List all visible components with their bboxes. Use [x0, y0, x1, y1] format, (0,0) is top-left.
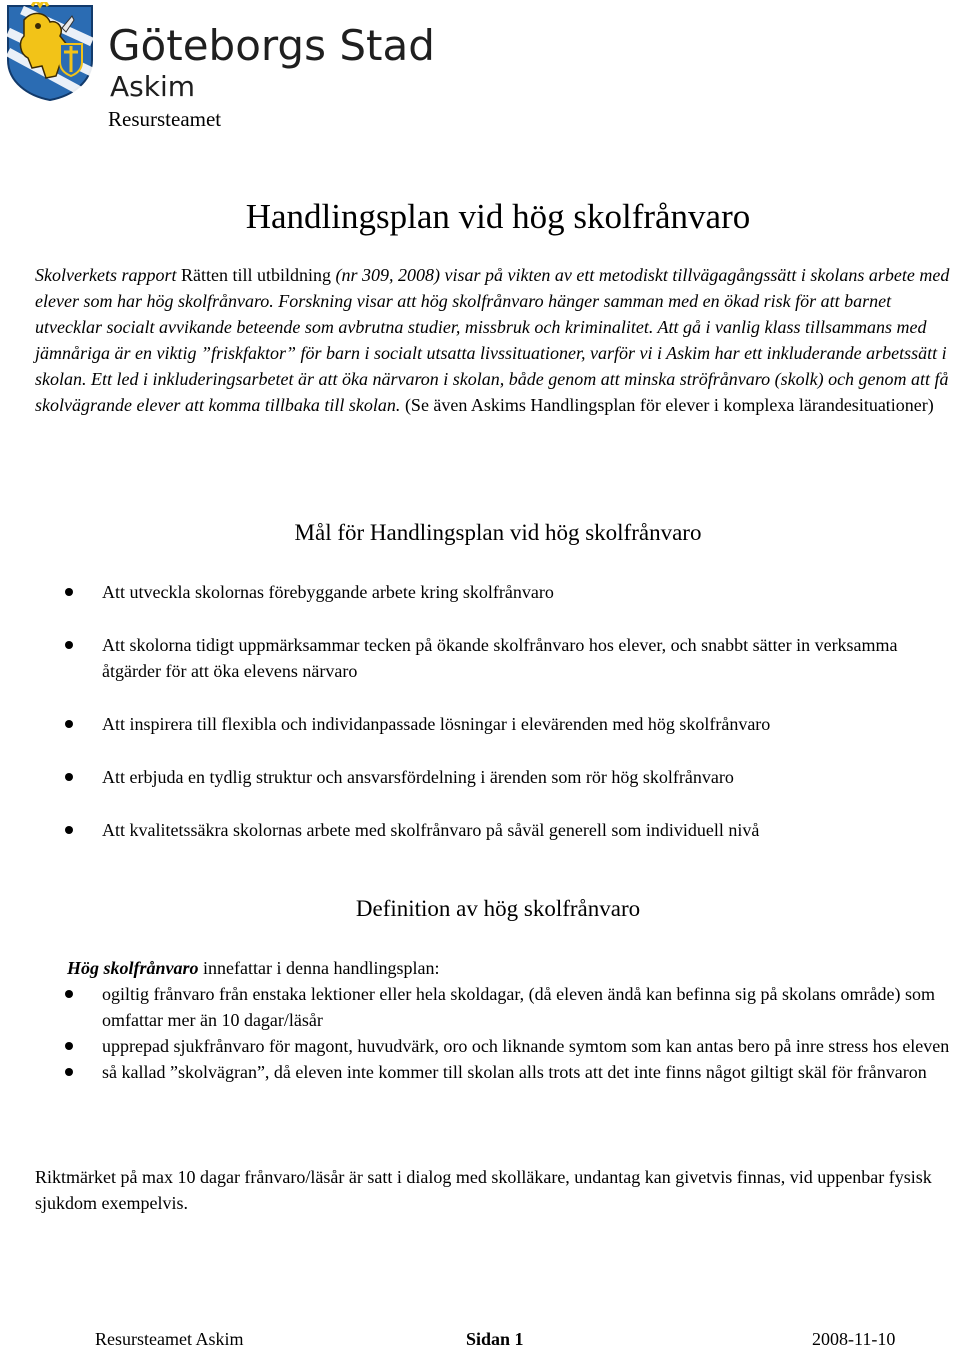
footer-page-number: Sidan 1 — [466, 1329, 524, 1349]
goals-list — [62, 579, 960, 843]
intro-paragraph — [35, 262, 960, 418]
goal-item: Att skolorna tidigt uppmärksammar tecken på ökande skolfrånvaro hos elever, och snabbt sätter in verksamma åtgärder för att öka elevens närvaro — [62, 632, 960, 684]
city-coat-of-arms-icon — [2, 2, 98, 102]
district-name: Askim — [110, 70, 196, 103]
org-name: Göteborgs Stad — [108, 21, 435, 70]
department-name: Resursteamet — [108, 107, 222, 131]
intro-segment-4: (Se även Askims Handlingsplan för elever i komplexa lärandesituationer) — [400, 395, 934, 415]
definition-heading: Definition av hög skolfrånvaro — [355, 896, 641, 921]
definition-item: ogiltig frånvaro från enstaka lektioner eller hela skoldagar, (då eleven ändå kan befinna sig på skolans område) som omfattar mer än 10 dagar/läsår — [62, 981, 960, 1033]
definition-list — [62, 981, 960, 1085]
page-title: Handlingsplan vid hög skolfrånvaro — [245, 197, 751, 236]
goal-item: Att utveckla skolornas förebyggande arbete kring skolfrånvaro — [62, 579, 960, 605]
intro-segment-1: Skolverkets rapport — [35, 265, 181, 285]
intro-segment-2: Rätten till utbildning — [180, 265, 336, 285]
footer-left: Resursteamet Askim — [95, 1329, 244, 1349]
footer-date: 2008-11-10 — [812, 1329, 896, 1349]
benchmark-note: Riktmärket på max 10 dagar frånvaro/läsår är satt i dialog med skolläkare, undantag kan givetvis finnas, vid uppenbar fysisk sjukdom exempelvis. — [35, 1167, 932, 1213]
definition-intro — [67, 955, 439, 981]
goal-item: Att inspirera till flexibla och individanpassade lösningar i elevärenden med hög skolfrånvaro — [62, 711, 960, 737]
definition-intro-text: innefattar i denna handlingsplan: — [198, 958, 440, 978]
definition-item: så kallad ”skolvägran”, då eleven inte kommer till skolan alls trots att det inte finns något giltigt skäl för frånvaron — [62, 1059, 960, 1085]
intro-segment-3: (nr 309, 2008) visar på vikten av ett metodiskt tillvägagångssätt i skolans arbete med elever som har hög skolfrånvaro. Forskning visar att hög skolfrånvaro hänger samman med en ökad risk för att barnet utvecklar socialt avvikande beteende som avbrutna studier, missbruk och kriminalitet. Att gå i vanlig klass tillsammans med jämnåriga är en viktig ”friskfaktor” för barn i socialt utsatta livssituationer, varför vi i Askim har ett inkluderande arbetssätt i skolan. Ett led i inkluderingsarbetet är att öka närvaron i skolan, både genom att minska ströfrånvaro (skolk) och genom att få skolvägrande elever att komma tillbaka till skolan. — [35, 265, 950, 415]
goal-item: Att erbjuda en tydlig struktur och ansvarsfördelning i ärenden som rör hög skolfrånvaro — [62, 764, 960, 790]
definition-term: Hög skolfrånvaro — [67, 958, 199, 978]
goals-heading: Mål för Handlingsplan vid hög skolfrånvaro — [294, 520, 702, 545]
definition-item: upprepad sjukfrånvaro för magont, huvudvärk, oro och liknande symtom som kan antas bero på inre stress hos eleven — [62, 1033, 960, 1059]
goal-item: Att kvalitetssäkra skolornas arbete med skolfrånvaro på såväl generell som individuell nivå — [62, 817, 960, 843]
